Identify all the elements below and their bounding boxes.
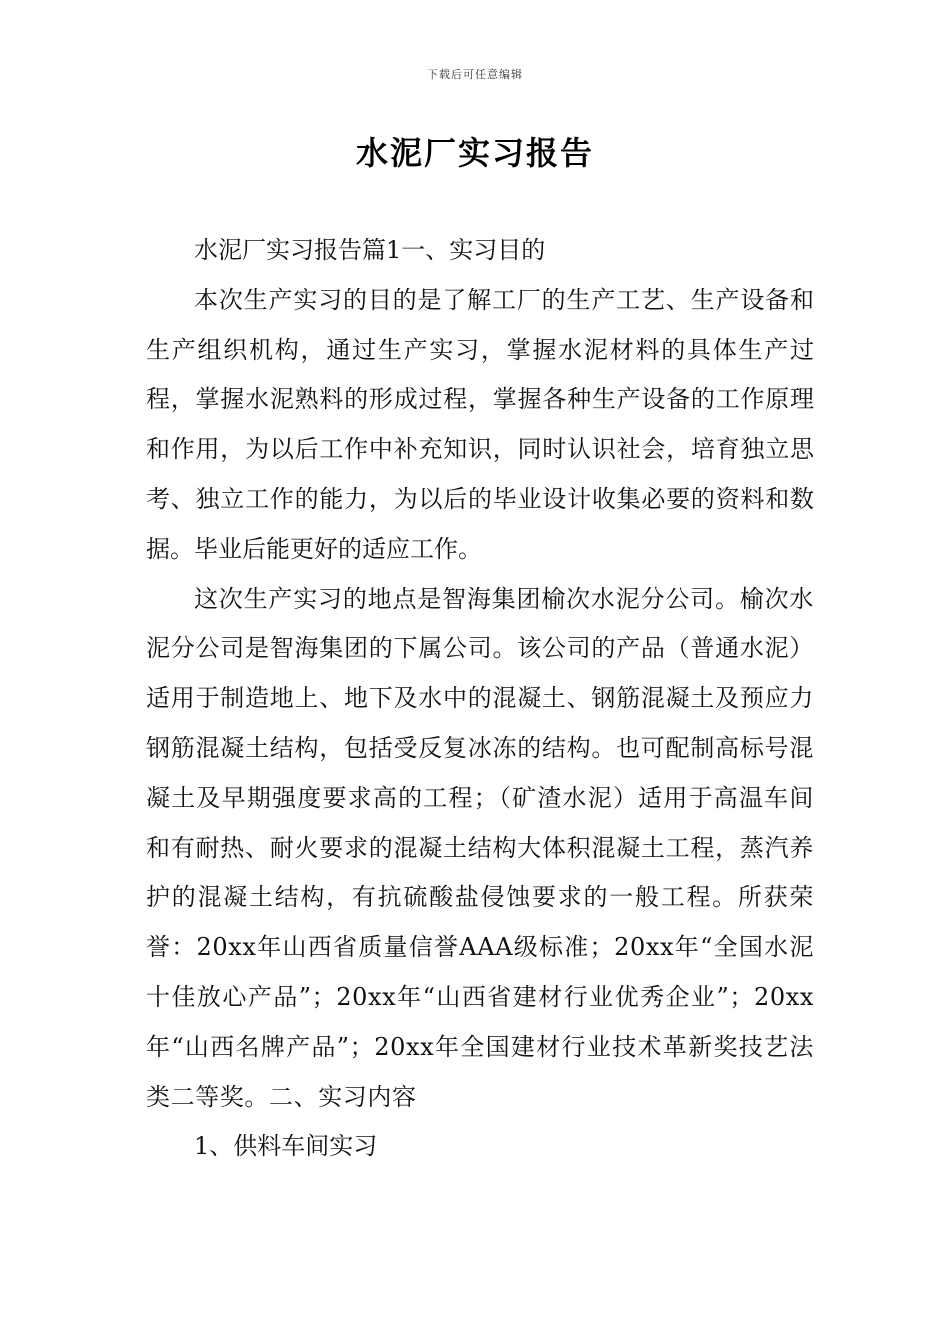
header-note: 下载后可任意编辑 [427,68,523,81]
paragraph-purpose: 本次生产实习的目的是了解工厂的生产工艺、生产设备和生产组织机构，通过生产实习，掌握水泥材料的具体生产过程，掌握水泥熟料的形成过程，掌握各种生产设备的工作原理和作用，为以后工作中补充知识，同时认识社会，培育独立思考、独立工作的能力，为以后的毕业设计收集必要的资料和数据。毕业后能更好的适应工作。 [146,285,814,563]
document-title: 水泥厂实习报告 [355,134,594,172]
paragraph-location: 这次生产实习的地点是智海集团榆次水泥分公司。榆次水泥分公司是智海集团的下属公司。该公司的产品（普通水泥）适用于制造地上、地下及水中的混凝土、钢筋混凝土及预应力钢筋混凝土结构，包括受反复冰冻的结构。也可配制高标号混凝土及早期强度要求高的工程；（矿渣水泥）适用于高温车间和有耐热、耐火要求的混凝土结构大体积混凝土工程，蒸汽养护的混凝土结构，有抗硫酸盐侵蚀要求的一般工程。所获荣誉：20xx年山西省质量信誉AAA级标准；20xx年“全国水泥十佳放心产品”；20xx年“山西省建材行业优秀企业”；20xx年“山西名牌产品”；20xx年全国建材行业技术革新奖技艺法类二等奖。二、实习内容 [146,584,814,1111]
document-body [146,226,814,1172]
paragraph-heading: 水泥厂实习报告篇1一、实习目的 [194,236,546,264]
paragraph-section-title: 1、供料车间实习 [194,1132,378,1161]
